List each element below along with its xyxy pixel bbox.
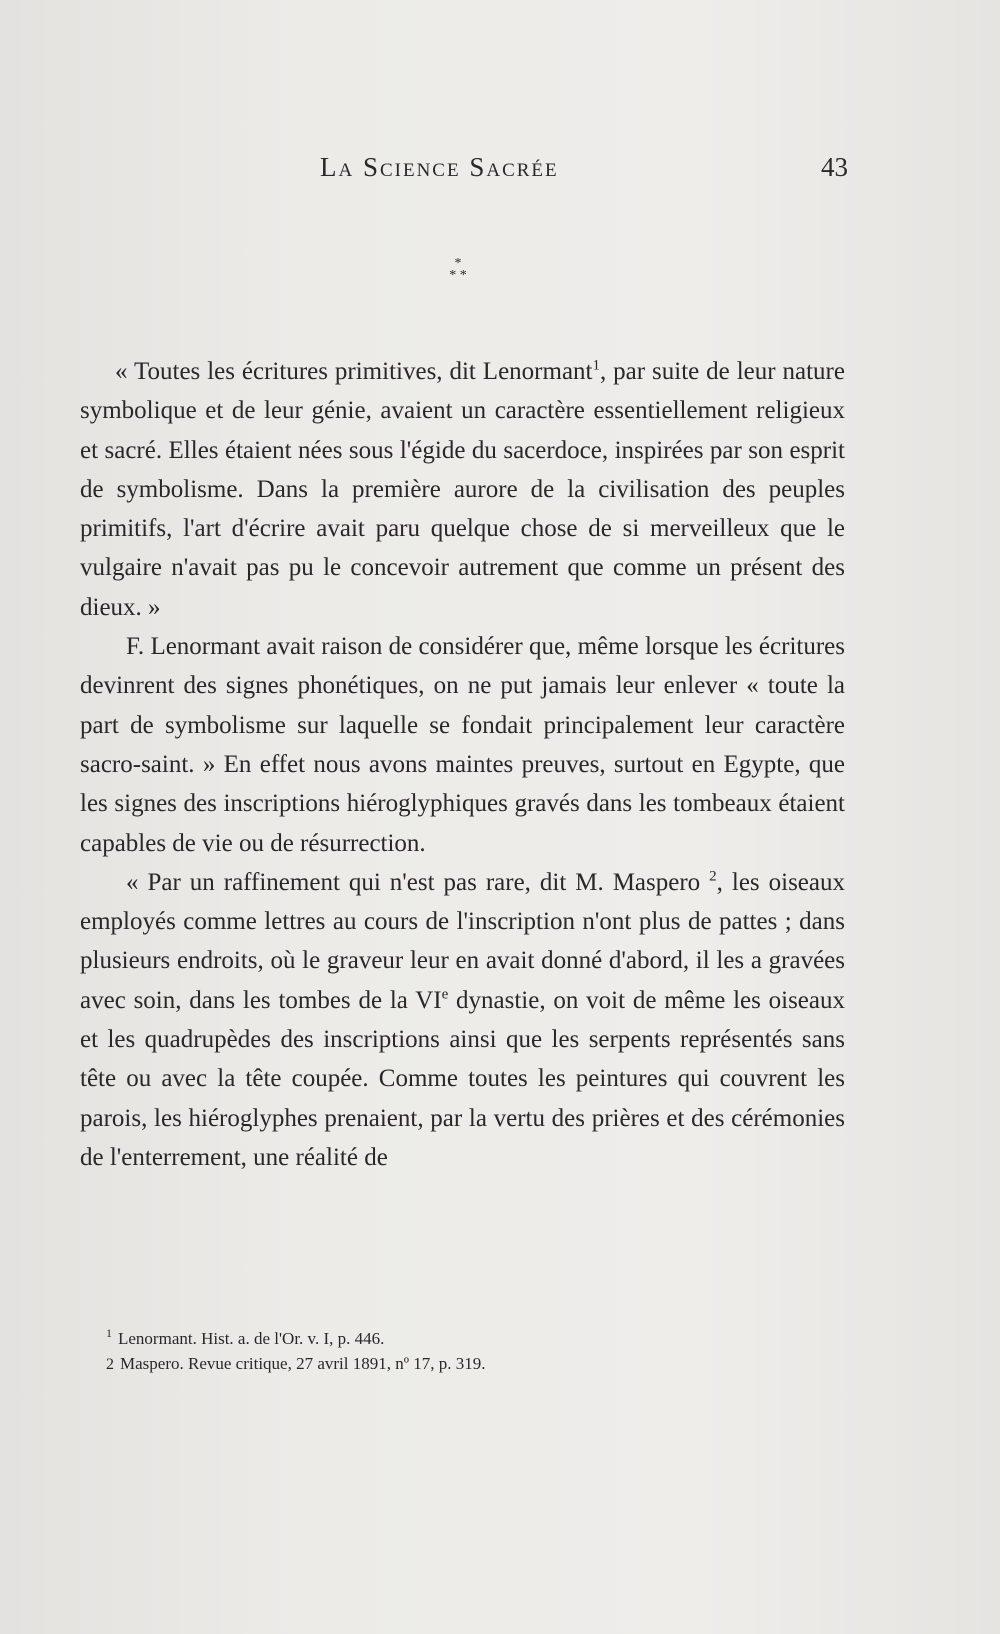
page-header xyxy=(80,152,848,192)
footnote-ref: 1 xyxy=(592,357,600,374)
asterism-bottom: * * xyxy=(449,268,467,283)
asterism-top: * xyxy=(454,256,462,271)
main-text xyxy=(80,352,845,1177)
running-title: La Science Sacrée xyxy=(320,152,559,182)
paragraph-lenormant-quote xyxy=(80,352,845,627)
ordinal-superscript: e xyxy=(441,986,449,1003)
footnote-2 xyxy=(106,1351,846,1376)
footnote-text: Maspero. Revue critique, 27 avril 1891, nº 17, p. 319. xyxy=(120,1354,486,1373)
paragraph-text: , par suite de leur nature symbolique et de leur génie, avaient un caractère essentiellement religieux et sacré. Elles étaient nées sous l'égide du sacerdoce, inspirées par son esprit de symbolisme. Dans la première aurore de la civilisation des peuples primitifs, l'art d'écrire avait paru quelque chose de si merveilleux que le vulgaire n'avait pas pu le concevoir autrement que comme un présent des dieux. » xyxy=(80,358,845,621)
footnote-1 xyxy=(106,1326,846,1351)
paragraph-lenormant-comment: F. Lenormant avait raison de considérer que, même lorsque les écritures devinrent des signes phonétiques, on ne put jamais leur enlever « toute la part de symbolisme sur laquelle se fondait principalement leur caractère sacro-saint. » En effet nous avons maintes preuves, surtout en Egypte, que les signes des inscriptions hiéroglyphiques gravés dans les tombeaux étaient capables de vie ou de résurrection. xyxy=(80,633,845,857)
footnote-ref: 2 xyxy=(709,868,717,885)
paragraph-text: , les oiseaux employés comme lettres au cours de l'inscription n'ont plus de pattes ; dans plusieurs endroits, où le graveur leur en avait donné d'abord, il les a gravées avec soin, dans les tombes de la VI xyxy=(80,868,846,1014)
paragraph-text: dynastie, on voit de même les oiseaux et les quadrupèdes des inscriptions ainsi que les serpents représentés sans tête ou avec la tête coupée. Comme toutes les peintures qui couvrent les parois, les hiéroglyphes prenaient, par la vertu des prières et des cérémonies de l'enterrement, une réalité de xyxy=(80,986,845,1171)
footnotes xyxy=(106,1326,846,1376)
footnote-mark: 2 xyxy=(106,1356,114,1373)
page-number: 43 xyxy=(821,152,848,182)
footnote-text: Lenormant. Hist. a. de l'Or. v. I, p. 446. xyxy=(118,1329,385,1348)
paragraph-maspero-quote xyxy=(80,863,845,1177)
asterism-divider xyxy=(438,258,478,288)
footnote-mark: 1 xyxy=(106,1326,112,1341)
paragraph-text: « Toutes les écritures primitives, dit Lenormant xyxy=(115,358,593,385)
paragraph-text: « Par un raffinement qui n'est pas rare, dit M. Maspero xyxy=(126,868,710,896)
